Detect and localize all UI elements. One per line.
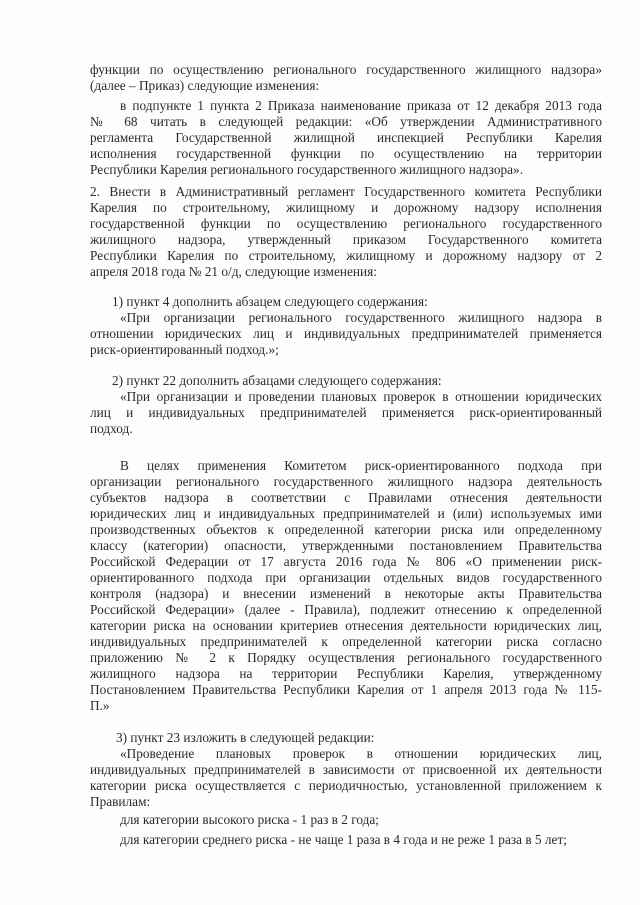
text-line: В целях применения Комитетом риск-ориентированного подхода при	[120, 458, 602, 473]
text-line: лиц и индивидуальных предпринимателей применяется риск-ориентированный	[90, 405, 602, 420]
text-line: П.»	[90, 698, 110, 713]
text-line: Постановлением Правительства Республики Карелия от 1 апреля 2013 года № 115-	[90, 682, 602, 697]
text-line: индивидуальных предпринимателей к определенной категории риска согласно	[90, 634, 602, 649]
text-line: ориентированного подхода при организации отдельных видов государственного	[90, 570, 602, 585]
text-line: субъектов надзора в соответствии с Правилами отнесения деятельности	[90, 490, 602, 505]
text-line: (далее – Приказ) следующие изменения:	[90, 78, 320, 93]
text-line: категории риска осуществляется с периодичностью, установленной приложением к	[90, 778, 602, 793]
text-line: апреля 2018 года № 21 о/д, следующие изменения:	[90, 264, 377, 279]
text-line: «Проведение плановых проверок в отношении юридических лиц,	[120, 746, 602, 761]
text-line: Республики Карелия по строительному, жилищному и дорожному надзору от 2	[90, 248, 602, 263]
text-line: юридических лиц и индивидуальных предпринимателей и (или) используемых ими	[90, 506, 602, 521]
text-line: 2. Внести в Административный регламент Государственного комитета Республики	[90, 184, 602, 199]
text-line: Карелия по строительному, жилищному и дорожному надзору исполнения	[90, 200, 602, 215]
text-line: для категории высокого риска - 1 раз в 2 года;	[120, 812, 379, 827]
text-line: для категории среднего риска - не чаще 1 раза в 4 года и не реже 1 раза в 5 лет;	[120, 832, 567, 847]
text-line: Республики Карелия регионального государственного жилищного надзора».	[90, 162, 524, 177]
text-line: «При организации регионального государственного жилищного надзора в	[120, 310, 602, 325]
text-line: Российской Федерации» (далее - Правила), подлежит отнесению к определенной	[90, 602, 602, 617]
text-line: организации регионального государственного жилищного надзора деятельность	[90, 474, 602, 489]
text-line: жилищного надзора на территории Республики Карелия, утвержденному	[90, 666, 602, 681]
text-line: исполнения государственной функции по осуществлению на территории	[90, 146, 602, 161]
text-line: классу (категории) опасности, утвержденными постановлением Правительства	[90, 538, 602, 553]
text-line: государственной функции по осуществлению регионального государственного	[90, 216, 602, 231]
text-line: категории риска на основании критериев отнесения деятельности юридических лиц,	[90, 618, 602, 633]
text-line: риск-ориентированный подход.»;	[90, 342, 279, 357]
text-line: регламента Государственной жилищной инспекцией Республики Карелия	[90, 130, 602, 145]
text-line: производственных объектов к определенной категории риска или определенному	[90, 522, 602, 537]
text-line: контроля (надзора) и внесении изменений в некоторые акты Правительства	[90, 586, 602, 601]
text-line: 3) пункт 23 изложить в следующей редакции:	[116, 730, 375, 745]
text-line: «При организации и проведении плановых проверок в отношении юридических	[120, 389, 602, 404]
text-line: № 68 читать в следующей редакции: «Об утверждении Административного	[90, 114, 602, 129]
text-line: индивидуальных предпринимателей в зависимости от присвоенной их деятельности	[90, 762, 602, 777]
text-line: Российской Федерации от 17 августа 2016 года № 806 «О применении риск-	[90, 554, 602, 569]
text-line: в подпункте 1 пункта 2 Приказа наименование приказа от 12 декабря 2013 года	[120, 98, 602, 113]
text-line: 2) пункт 22 дополнить абзацами следующего содержания:	[112, 373, 442, 388]
text-line: подход.	[90, 421, 133, 436]
text-line: жилищного надзора, утвержденный приказом Государственного комитета	[90, 232, 602, 247]
text-line: 1) пункт 4 дополнить абзацем следующего содержания:	[112, 294, 428, 309]
text-line: отношении юридических лиц и индивидуальных предпринимателей применяется	[90, 326, 602, 341]
text-line: Правилам:	[90, 794, 151, 809]
text-line: функции по осуществлению регионального государственного жилищного надзора»	[90, 62, 602, 77]
text-line: приложению № 2 к Порядку осуществления регионального государственного	[90, 650, 602, 665]
